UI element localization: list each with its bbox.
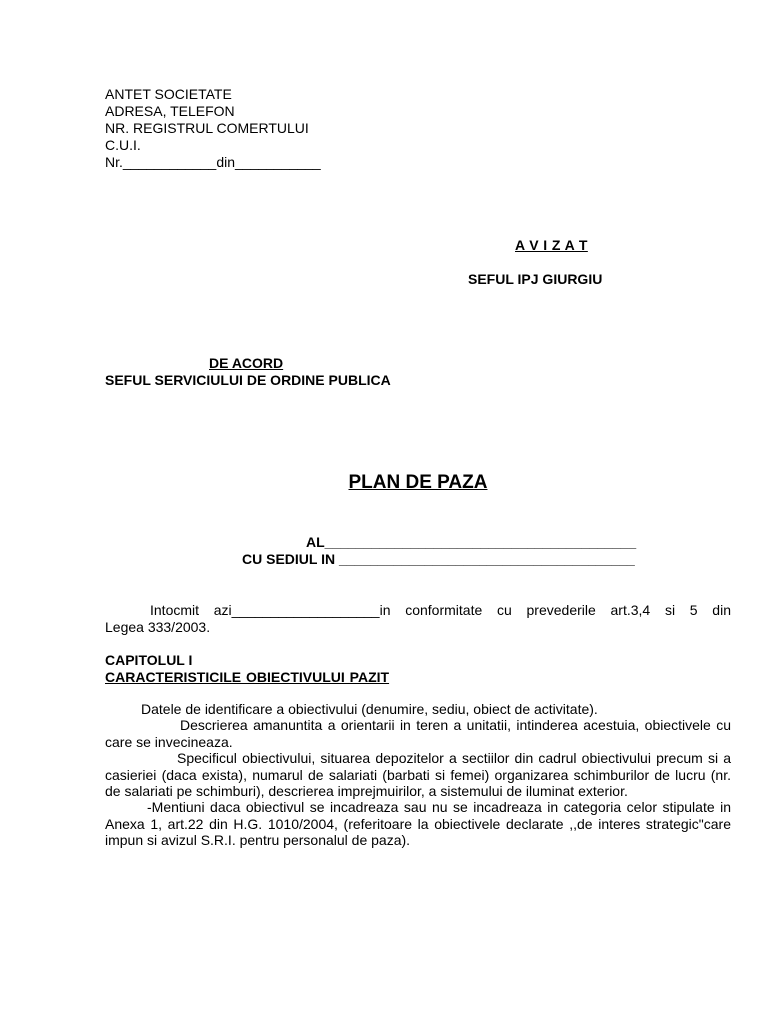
acord-signatory: SEFUL SERVICIULUI DE ORDINE PUBLICA — [105, 372, 391, 388]
header-cui: C.U.I. — [105, 137, 141, 153]
paragraph-mentions: -Mentiuni daca obiectivul se incadreaza sau nu se incadreaza in categoria celor stipulate in Anexa 1, art.22 din H.G. 1010/2004, (referitoare la obiectivele declarate ,,de interes strategic"care impun si avizul S.R.I. pentru personalul de paza). — [105, 799, 731, 849]
header-company-name: ANTET SOCIETATE — [105, 86, 232, 102]
header-number-date: Nr.____________din___________ — [105, 154, 321, 170]
document-title: PLAN DE PAZA — [348, 472, 488, 493]
aviz-signatory: SEFUL IPJ GIURGIU — [468, 271, 603, 287]
chapter-subtitle: CARACTERISTICILE OBIECTIVULUI PAZIT — [105, 669, 390, 685]
company-header — [105, 86, 321, 171]
intro-paragraph — [105, 602, 731, 636]
chapter-title: CAPITOLUL I — [105, 652, 193, 668]
acord-title: DE ACORD — [209, 355, 284, 371]
chapter-heading — [105, 652, 389, 686]
paragraph-identification: Datele de identificare a obiectivului (denumire, sediu, obiect de activitate). — [141, 701, 598, 717]
paragraph-orientation: Descrierea amanuntita a orientarii in teren a unitatii, intinderea acestuia, obiectivele cu care se invecineaza. — [105, 717, 731, 750]
objective-name-line: AL________________________________________ — [306, 534, 637, 550]
chapter-body — [105, 701, 731, 849]
aviz-title: A V I Z A T — [515, 237, 588, 253]
paragraph-specifics: Specificul obiectivului, situarea depozitelor a sectiilor din cadrul obiectivului precum si a casieriei (daca exista), numarul de salariati (barbati si femei) organizarea schimburilor de lucru (nr. de salariati pe schimburi), descrierea imprejmuirilor, a sistemului de iluminat exterior. — [105, 750, 731, 800]
objective-address-line: CU SEDIUL IN ______________________________________ — [242, 551, 635, 567]
intro-line-1: Intocmit azi___________________in conformitate cu prevederile art.3,4 si 5 din — [150, 602, 731, 618]
intro-line-2: Legea 333/2003. — [105, 619, 211, 635]
header-address-phone: ADRESA, TELEFON — [105, 103, 235, 119]
header-trade-register: NR. REGISTRUL COMERTULUI — [105, 120, 309, 136]
